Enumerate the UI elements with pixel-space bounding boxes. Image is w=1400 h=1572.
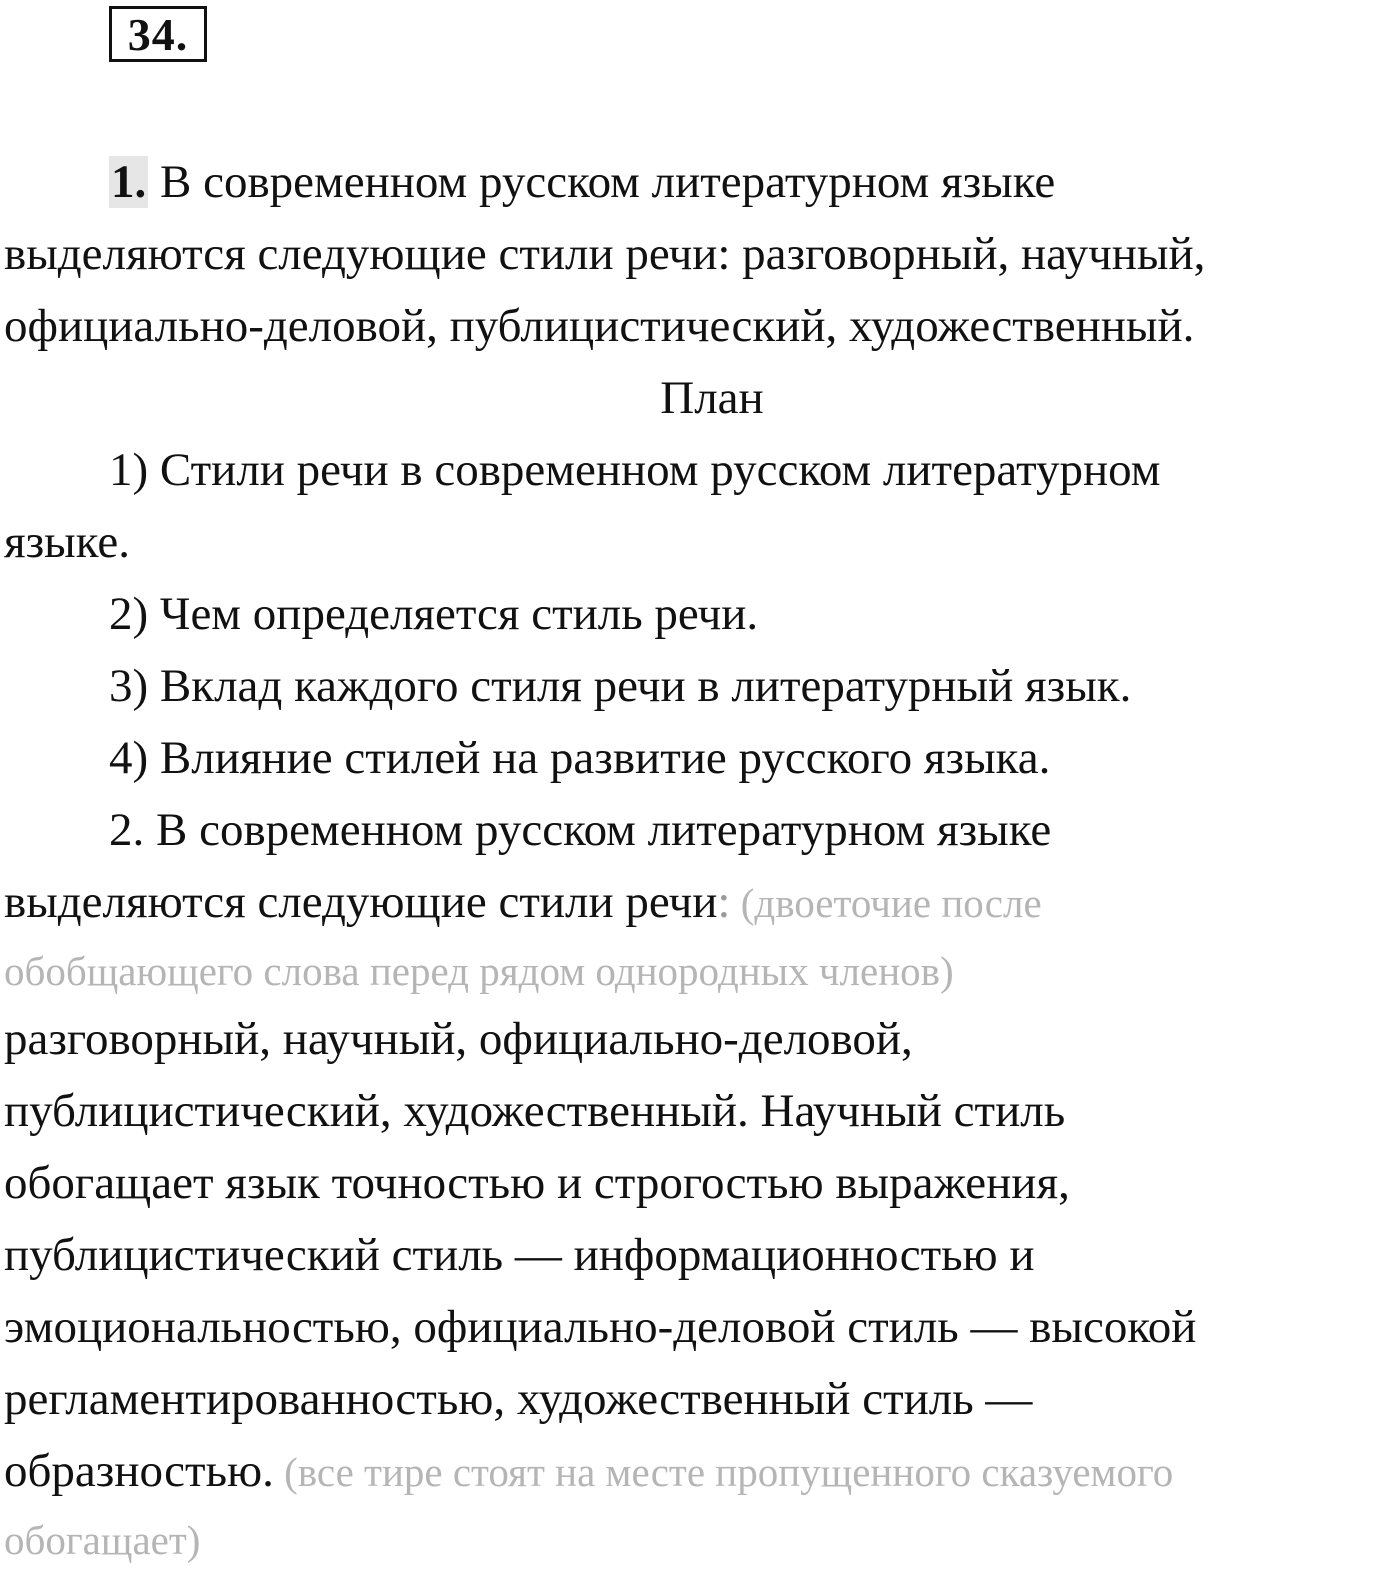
plan-item-1: 1) Стили речи в современном русском литературном (109, 444, 1161, 496)
note-colon-part2: обобщающего слова перед рядом однородных членов) (4, 948, 954, 994)
task1-line1 (4, 146, 1400, 218)
task2-colon: : (717, 876, 731, 928)
task2-line9 (4, 1435, 1400, 1508)
document-text (4, 146, 1400, 1572)
task2-line6: публицистический стиль — информационностью и (4, 1229, 1035, 1281)
plan-title: План (660, 372, 764, 424)
task1-line2: выделяются следующие стили речи: разговорный, научный, (4, 228, 1206, 280)
task2-line7: эмоциональностью, официально-деловой стиль — высокой (4, 1301, 1197, 1353)
task2-line5: обогащает язык точностью и строгостью выражения, (4, 1157, 1070, 1209)
note-dash-part1: (все тире стоят на месте пропущенного сказуемого (273, 1449, 1174, 1495)
note-colon-part1: (двоеточие после (730, 880, 1042, 926)
task1-text-line1: В современном русском литературном языке (148, 156, 1056, 208)
task2-line3: разговорный, научный, официально-деловой, (4, 1013, 913, 1065)
plan-item-3: 3) Вклад каждого стиля речи в литературный язык. (109, 660, 1132, 712)
exercise-number-box: 34. (109, 6, 207, 62)
task1-number: 1. (111, 156, 147, 208)
plan-item-1-continuation: языке. (4, 516, 131, 568)
task2-line2 (4, 866, 1400, 939)
task1-line3: официально-деловой, публицистический, художественный. (4, 300, 1195, 352)
plan-item-2: 2) Чем определяется стиль речи. (109, 588, 759, 640)
task2-line8: регламентированностью, художественный стиль — (4, 1373, 1033, 1425)
task2-line9-text: образностью. (4, 1445, 274, 1497)
task2-line4: публицистический, художественный. Научный стиль (4, 1085, 1066, 1137)
task2-line1: 2. В современном русском литературном языке (109, 804, 1052, 856)
note-dash-part2: обогащает) (4, 1517, 201, 1563)
plan-item-4: 4) Влияние стилей на развитие русского языка. (109, 732, 1051, 784)
task2-line2-text: выделяются следующие стили речи (4, 876, 718, 928)
